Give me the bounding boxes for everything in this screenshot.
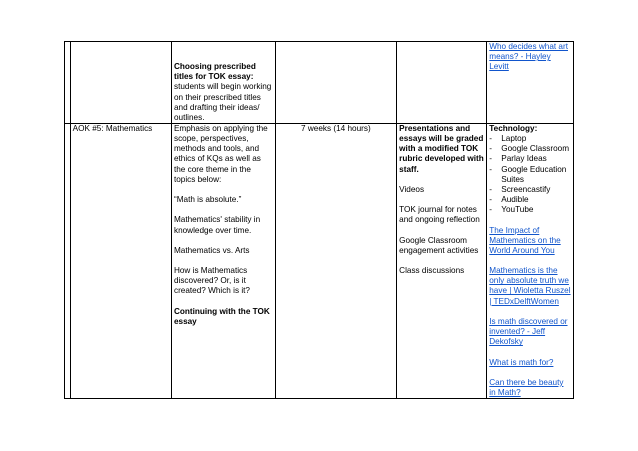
cell-resources	[487, 42, 574, 124]
curriculum-table	[64, 41, 574, 399]
cell-resources	[487, 124, 574, 399]
resource-link[interactable]: Who decides what art means? - Hayley Levitt	[489, 42, 568, 72]
cell-aok	[70, 42, 171, 124]
description-question: How is Mathematics discovered? Or, is it created? Which is it?	[173, 266, 250, 296]
list-item: - Screencastify	[489, 185, 571, 195]
assessment-journal: TOK journal for notes and ongoing reflection	[399, 205, 480, 225]
description-continuing: Continuing with the TOK essay	[173, 306, 270, 326]
cell-description	[171, 42, 275, 124]
cell-assessment	[397, 124, 487, 399]
resource-link[interactable]: The Impact of Mathematics on the World Around You	[489, 225, 561, 255]
list-item: - Laptop	[489, 134, 571, 144]
technology-list	[489, 134, 571, 215]
cell-assessment	[397, 42, 487, 124]
description-intro: Emphasis on applying the scope, perspectives, methods and tools, and ethics of KQs as well as the core theme in the topics below:	[173, 124, 268, 184]
description-vs-arts: Mathematics vs. Arts	[173, 245, 250, 255]
duration: 7 weeks (14 hours)	[275, 124, 397, 399]
cell-description	[171, 124, 275, 399]
description-quote: “Math is absolute.”	[173, 195, 242, 205]
prescribed-titles-heading: Choosing prescribed titles for TOK essay:	[173, 62, 256, 82]
assessment-presentations: Presentations and essays will be graded with a modified TOK rubric developed with staff.	[399, 124, 484, 174]
list-item: - YouTube	[489, 205, 571, 215]
list-item: - Audible	[489, 195, 571, 205]
resource-link[interactable]: Is math discovered or invented? - Jeff Dekofsky	[489, 316, 568, 347]
table-row	[65, 42, 574, 124]
aok-title: AOK #5: Mathematics	[70, 124, 171, 399]
list-item: - Google Classroom	[489, 144, 571, 154]
prescribed-titles-text: students will begin working on their prescribed titles and drafting their ideas/ outlines.	[173, 82, 272, 122]
assessment-classroom: Google Classroom engagement activities	[399, 235, 479, 255]
resource-link[interactable]: Can there be beauty in Math?	[489, 377, 564, 397]
resource-link[interactable]: What is math for?	[489, 357, 554, 367]
list-item: - Parlay Ideas	[489, 154, 571, 164]
technology-heading: Technology:	[489, 124, 538, 133]
list-item: - Google Education Suites	[489, 165, 571, 185]
resource-link[interactable]: Mathematics is the only absolute truth we have | Wioletta Ruszel | TEDxDelftWomen	[489, 266, 571, 306]
cell-duration	[275, 42, 397, 124]
assessment-videos: Videos	[399, 184, 425, 194]
description-stability: Mathematics' stability in knowledge over time.	[173, 215, 261, 235]
assessment-discussions: Class discussions	[399, 266, 465, 276]
table-row	[65, 124, 574, 399]
